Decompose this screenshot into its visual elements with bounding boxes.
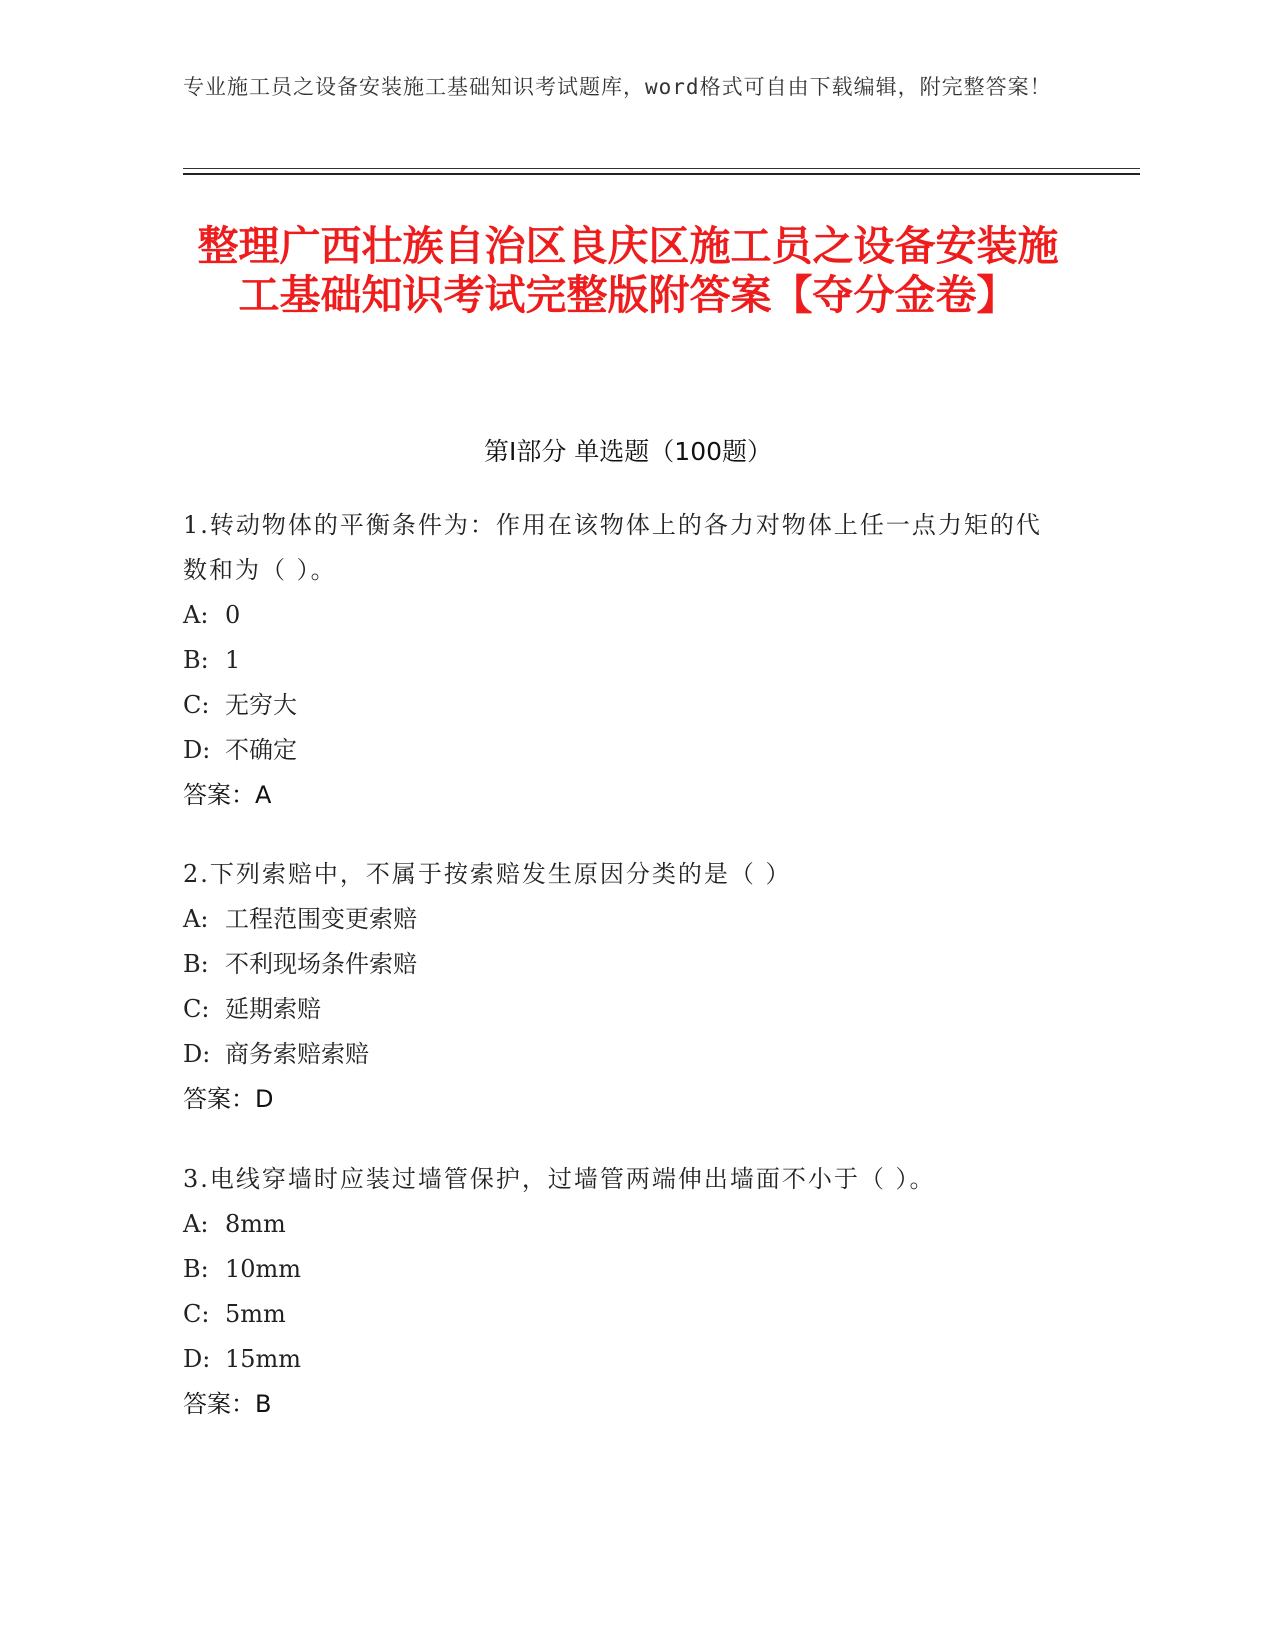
option-b	[183, 638, 1063, 683]
section-heading: 第Ⅰ部分 单选题（100题）	[483, 437, 773, 466]
option-text: 不确定	[225, 736, 297, 764]
option-text: 15mm	[225, 1345, 302, 1373]
header-rule-thin	[183, 168, 1140, 169]
option-c	[183, 1292, 1063, 1337]
option-letter: C:	[183, 691, 210, 719]
option-letter: A:	[183, 905, 209, 933]
option-letter: B:	[183, 950, 209, 978]
option-text: 不利现场条件索赔	[225, 950, 417, 978]
option-b	[183, 1247, 1063, 1292]
option-letter: A:	[183, 1210, 209, 1238]
option-letter: D:	[183, 1040, 211, 1068]
option-letter: C:	[183, 995, 210, 1023]
option-letter: D:	[183, 736, 211, 764]
option-letter: B:	[183, 1255, 209, 1283]
question-stem: 2.下列索赔中，不属于按索赔发生原因分类的是（ ）	[183, 860, 792, 888]
option-text: 10mm	[225, 1255, 302, 1283]
option-text: 无穷大	[225, 691, 297, 719]
option-text: 0	[225, 601, 241, 629]
option-a	[183, 1202, 1063, 1247]
answer-line: 答案：B	[183, 1390, 272, 1418]
question-1	[183, 503, 1063, 818]
option-letter: A:	[183, 601, 209, 629]
question-stem: 3.电线穿墙时应装过墙管保护，过墙管两端伸出墙面不小于（ ）。	[183, 1165, 936, 1193]
option-text: 商务索赔索赔	[225, 1040, 369, 1068]
option-letter: B:	[183, 646, 209, 674]
question-stem: 1.转动物体的平衡条件为：作用在该物体上的各力对物体上任一点力矩的代数和为（ ）。	[183, 511, 1042, 584]
option-text: 工程范围变更索赔	[225, 905, 417, 933]
question-2	[183, 852, 1063, 1122]
option-text: 5mm	[225, 1300, 286, 1328]
option-d	[183, 728, 1063, 773]
option-text: 延期索赔	[225, 995, 321, 1023]
option-b	[183, 942, 1063, 987]
answer-line: 答案：A	[183, 781, 272, 809]
header-rule-thick	[183, 173, 1140, 175]
option-text: 1	[225, 646, 241, 674]
option-letter: D:	[183, 1345, 211, 1373]
option-a	[183, 897, 1063, 942]
option-c	[183, 987, 1063, 1032]
option-text: 8mm	[225, 1210, 286, 1238]
option-a	[183, 593, 1063, 638]
header-note: 专业施工员之设备安装施工基础知识考试题库，word格式可自由下载编辑，附完整答案！	[183, 75, 1052, 99]
answer-line: 答案：D	[183, 1085, 274, 1113]
option-c	[183, 683, 1063, 728]
option-d	[183, 1032, 1063, 1077]
option-d	[183, 1337, 1063, 1382]
option-letter: C:	[183, 1300, 210, 1328]
question-3	[183, 1157, 1063, 1427]
document-title: 整理广西壮族自治区良庆区施工员之设备安装施工基础知识考试完整版附答案【夺分金卷】	[197, 222, 1059, 319]
